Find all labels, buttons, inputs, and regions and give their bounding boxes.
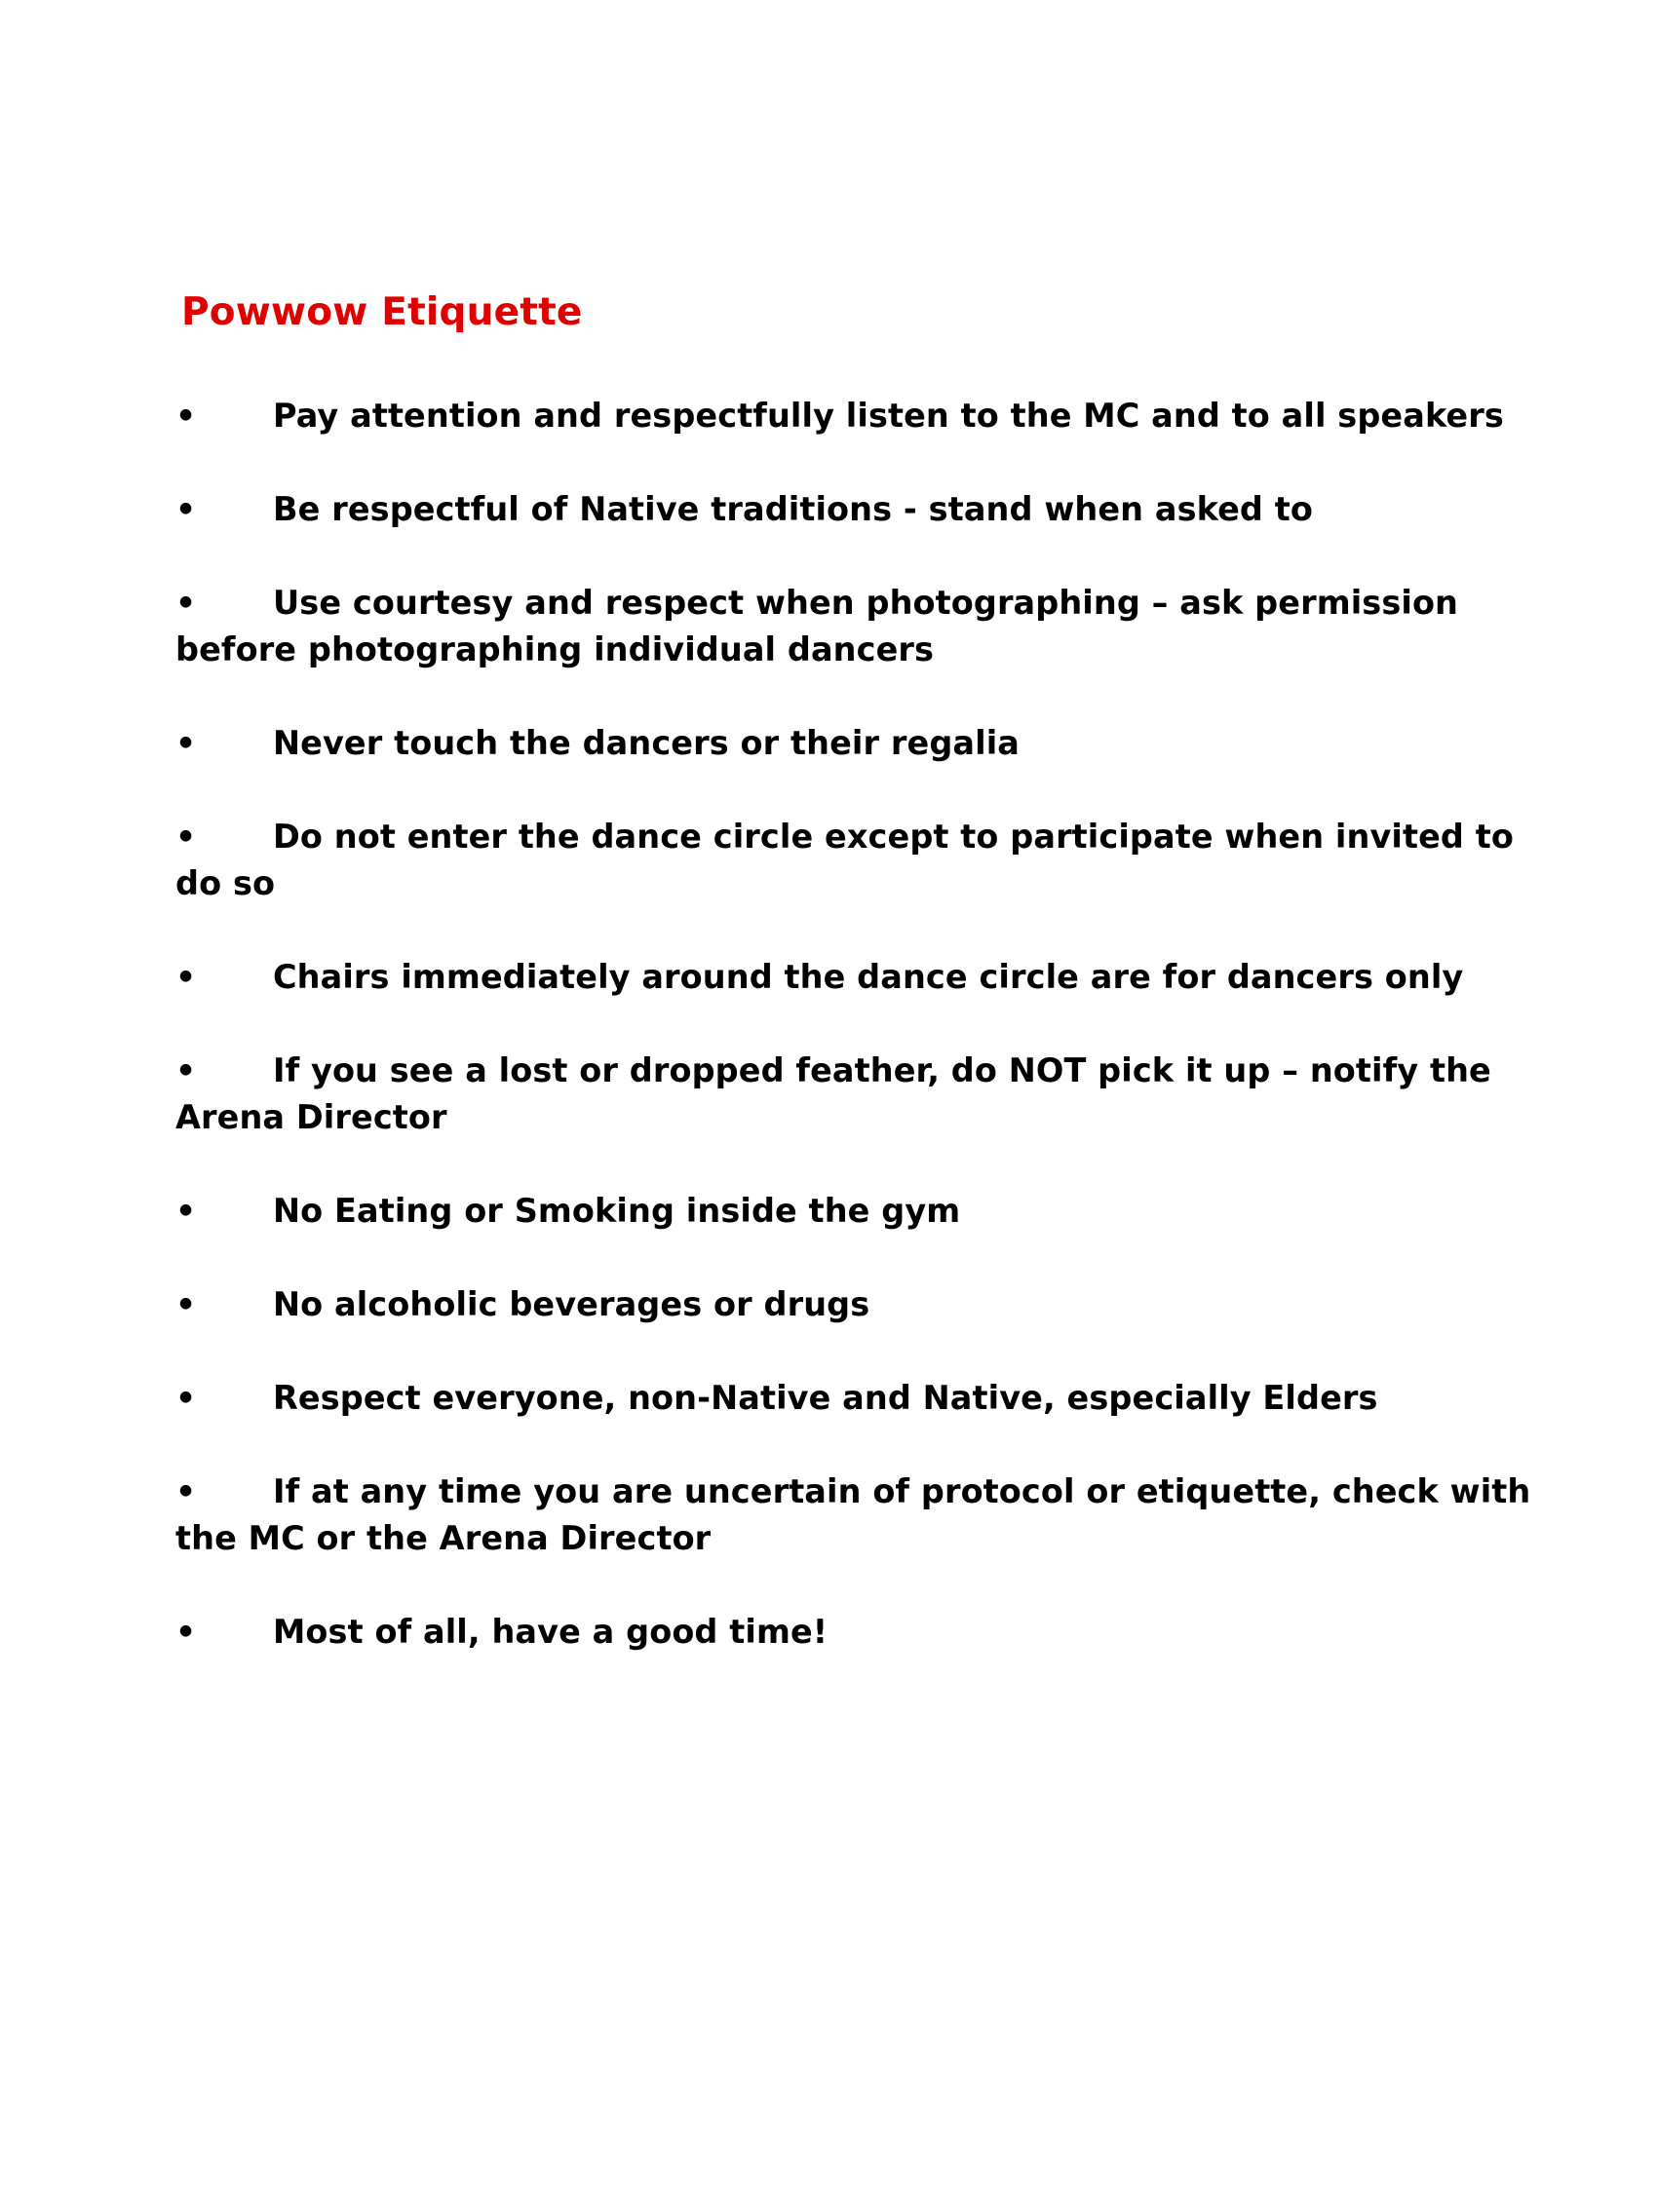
list-item-text: Most of all, have a good time! [273, 1613, 828, 1651]
list-item-text: Never touch the dancers or their regalia [273, 724, 1020, 762]
bullet-icon: • [175, 490, 197, 528]
list-item [175, 720, 1540, 767]
etiquette-list [175, 393, 1540, 1702]
bullet-icon: • [175, 1613, 197, 1651]
bullet-icon: • [175, 1051, 197, 1089]
list-item [175, 393, 1540, 439]
bullet-icon: • [175, 958, 197, 996]
bullet-icon: • [175, 1379, 197, 1417]
bullet-icon: • [175, 818, 197, 856]
list-item-text: No Eating or Smoking inside the gym [273, 1192, 961, 1230]
list-item [175, 1468, 1540, 1562]
list-item-text: Use courtesy and respect when photographing – ask permission before photographing individual dancers [175, 584, 1459, 668]
list-item-text: Chairs immediately around the dance circle are for dancers only [273, 958, 1464, 996]
list-item-text: If you see a lost or dropped feather, do NOT pick it up – notify the Arena Director [175, 1051, 1491, 1136]
bullet-icon: • [175, 397, 197, 435]
list-item [175, 1375, 1540, 1422]
list-item-text: Respect everyone, non-Native and Native, especially Elders [273, 1379, 1378, 1417]
bullet-icon: • [175, 1192, 197, 1230]
list-item-text: If at any time you are uncertain of protocol or etiquette, check with the MC or the Arena Director [175, 1472, 1531, 1557]
list-item [175, 580, 1540, 673]
list-item [175, 1609, 1540, 1656]
bullet-icon: • [175, 1472, 197, 1510]
list-item [175, 954, 1540, 1001]
list-item-text: Be respectful of Native traditions - stand when asked to [273, 490, 1313, 528]
list-item [175, 1048, 1540, 1141]
document-title: Powwow Etiquette [181, 290, 583, 334]
list-item [175, 1281, 1540, 1328]
list-item [175, 486, 1540, 533]
list-item-text: Do not enter the dance circle except to participate when invited to do so [175, 818, 1514, 902]
list-item-text: Pay attention and respectfully listen to the MC and to all speakers [273, 397, 1504, 435]
bullet-icon: • [175, 724, 197, 762]
bullet-icon: • [175, 1285, 197, 1323]
list-item [175, 814, 1540, 907]
bullet-icon: • [175, 584, 197, 622]
list-item [175, 1188, 1540, 1235]
list-item-text: No alcoholic beverages or drugs [273, 1285, 870, 1323]
